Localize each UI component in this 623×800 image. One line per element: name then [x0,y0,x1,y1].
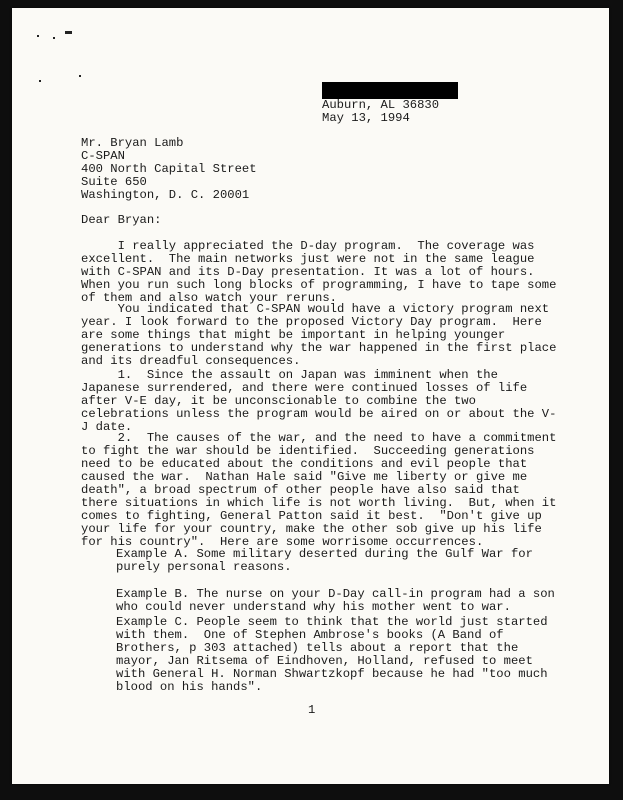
paragraph-line: are some things that might be important in helping younger [81,328,506,342]
scan-speck [37,35,39,37]
example-line: blood on his hands". [116,680,263,694]
page-number: 1 [308,703,316,717]
paragraph-line: to fight the war should be identified. Succeeding generations [81,444,535,458]
paragraph-line: after V-E day, it be unconscionable to combine the two [81,394,476,408]
paragraph-line: caused the war. Nathan Hale said "Give me liberty or give me [81,470,528,484]
paragraph-line: 2. The causes of the war, and the need to have a commitment [81,431,557,445]
scan-speck [53,37,55,39]
paragraph-line: of them and also watch your reruns. [81,291,337,305]
paragraph-line: excellent. The main networks just were not in the same league [81,252,535,266]
paragraph-line: Japanese surrendered, and there were continued losses of life [81,381,528,395]
example-b [116,588,555,614]
example-line: with them. One of Stephen Ambrose's books (A Band of [116,628,504,642]
paragraph-line: You indicated that C-SPAN would have a victory program next [81,302,550,316]
recipient-organization: C-SPAN [81,149,125,163]
paragraph-line: generations to understand why the war happened in the first place [81,341,557,355]
paragraph-2 [81,303,556,368]
sender-city-line: Auburn, AL 36830 [322,98,440,112]
paragraph-line: need to be educated about the conditions and evil people that [81,457,528,471]
recipient-name: Mr. Bryan Lamb [81,136,184,150]
paragraph-3 [81,369,556,434]
example-a [116,548,533,574]
scan-speck [65,31,72,34]
paragraph-line: comes to fighting, General Patton said it best. "Don't give up [81,509,542,523]
salutation: Dear Bryan: [81,213,162,227]
paragraph-1 [81,240,556,305]
paragraph-line: I really appreciated the D-day program. The coverage was [81,239,535,253]
example-line: Brothers, p 303 attached) tells about a report that the [116,641,519,655]
example-line: who could never understand why his mother went to war. [116,600,511,614]
paragraph-line: there situations in which life is not worth living. But, when it [81,496,557,510]
paragraph-line: and its dreadful consequences. [81,354,301,368]
paragraph-line: year. I look forward to the proposed Victory Day program. Here [81,315,542,329]
paragraph-4 [81,432,556,549]
paragraph-line: your life for your country, make the other sob give up his life [81,522,542,536]
redaction-bar [322,82,458,99]
letter-date: May 13, 1994 [322,111,410,125]
paragraph-line: When you run such long blocks of programming, I have to tape some [81,278,557,292]
recipient-suite: Suite 650 [81,175,147,189]
paragraph-line: with C-SPAN and its D-Day presentation. It was a lot of hours. [81,265,535,279]
example-line: purely personal reasons. [116,560,292,574]
paragraph-line: for his country". Here are some worrisome occurrences. [81,535,484,549]
example-line: Example B. The nurse on your D-Day call-in program had a son [116,587,555,601]
paragraph-line: J date. [81,420,133,434]
recipient-city: Washington, D. C. 20001 [81,188,250,202]
example-line: mayor, Jan Ritsema of Eindhoven, Holland, refused to meet [116,654,533,668]
paragraph-line: death", a broad spectrum of other people have also said that [81,483,520,497]
scan-speck [39,80,41,82]
recipient-street: 400 North Capital Street [81,162,257,176]
example-line: Example A. Some military deserted during the Gulf War for [116,547,533,561]
letter-page [12,8,609,784]
scan-speck [79,75,81,77]
example-line: with General H. Norman Shwartzkopf because he had "too much [116,667,548,681]
example-line: Example C. People seem to think that the world just started [116,615,548,629]
example-c [116,616,548,694]
paragraph-line: 1. Since the assault on Japan was imminent when the [81,368,498,382]
paragraph-line: celebrations unless the program would be aired on or about the V- [81,407,557,421]
